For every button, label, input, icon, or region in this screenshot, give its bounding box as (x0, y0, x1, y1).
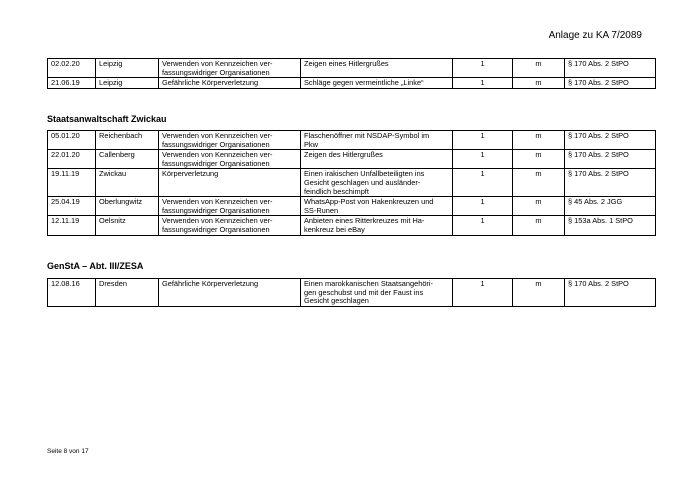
description-cell: Zeigen des Hitlergrußes (301, 150, 453, 169)
document-reference: Anlage zu KA 7/2089 (548, 30, 642, 41)
location-cell: Leipzig (96, 59, 159, 78)
gender-cell: m (513, 197, 565, 216)
gender-cell: m (513, 59, 565, 78)
table-row (48, 279, 656, 307)
description-cell: Flaschenöffner mit NSDAP-Symbol im Pkw (301, 131, 453, 150)
location-cell: Leipzig (96, 78, 159, 89)
date-cell: 22.01.20 (48, 150, 96, 169)
date-cell: 02.02.20 (48, 59, 96, 78)
location-cell: Dresden (96, 279, 159, 307)
case-table-zwickau (47, 130, 656, 236)
disposition-cell: § 170 Abs. 2 StPO (565, 131, 656, 150)
count-cell: 1 (453, 197, 513, 216)
table-row (48, 197, 656, 216)
count-cell: 1 (453, 78, 513, 89)
disposition-cell: § 153a Abs. 1 StPO (565, 216, 656, 235)
location-cell: Callenberg (96, 150, 159, 169)
disposition-cell: § 170 Abs. 2 StPO (565, 279, 656, 307)
location-cell: Reichenbach (96, 131, 159, 150)
page-number: Seite 8 von 17 (47, 448, 89, 455)
date-cell: 25.04.19 (48, 197, 96, 216)
location-cell: Oberlungwitz (96, 197, 159, 216)
disposition-cell: § 170 Abs. 2 StPO (565, 150, 656, 169)
count-cell: 1 (453, 59, 513, 78)
offense-cell: Verwenden von Kennzeichen ver- fassungswidriger Organisationen (159, 131, 301, 150)
count-cell: 1 (453, 169, 513, 197)
location-cell: Oelsnitz (96, 216, 159, 235)
gender-cell: m (513, 279, 565, 307)
description-cell: Einen marokkanischen Staatsangehöri- gen geschubst und mit der Faust ins Gesicht geschlagen (301, 279, 453, 307)
disposition-cell: § 45 Abs. 2 JGG (565, 197, 656, 216)
date-cell: 12.11.19 (48, 216, 96, 235)
description-cell: Einen irakischen Unfallbeteiligten ins Gesicht geschlagen und ausländer- feindlich beschimpft (301, 169, 453, 197)
disposition-cell: § 170 Abs. 2 StPO (565, 78, 656, 89)
description-cell: Anbieten eines Ritterkreuzes mit Ha- kenkreuz bei eBay (301, 216, 453, 235)
count-cell: 1 (453, 131, 513, 150)
gender-cell: m (513, 78, 565, 89)
offense-cell: Verwenden von Kennzeichen ver- fassungswidriger Organisationen (159, 197, 301, 216)
description-cell: Zeigen eines Hitlergrußes (301, 59, 453, 78)
location-cell: Zwickau (96, 169, 159, 197)
gender-cell: m (513, 216, 565, 235)
gender-cell: m (513, 131, 565, 150)
offense-cell: Verwenden von Kennzeichen ver- fassungswidriger Organisationen (159, 150, 301, 169)
count-cell: 1 (453, 150, 513, 169)
count-cell: 1 (453, 216, 513, 235)
table-row (48, 131, 656, 150)
disposition-cell: § 170 Abs. 2 StPO (565, 59, 656, 78)
gender-cell: m (513, 169, 565, 197)
offense-cell: Gefährliche Körperverletzung (159, 279, 301, 307)
section-title-genstA: GenStA – Abt. III/ZESA (47, 261, 144, 271)
description-cell: Schläge gegen vermeintliche „Linke“ (301, 78, 453, 89)
case-table-leipzig (47, 58, 656, 89)
table-row (48, 150, 656, 169)
date-cell: 12.08.16 (48, 279, 96, 307)
table-row (48, 78, 656, 89)
section-title-zwickau: Staatsanwaltschaft Zwickau (47, 114, 167, 124)
table-row (48, 59, 656, 78)
offense-cell: Verwenden von Kennzeichen ver- fassungswidriger Organisationen (159, 216, 301, 235)
date-cell: 05.01.20 (48, 131, 96, 150)
gender-cell: m (513, 150, 565, 169)
case-table-genstA (47, 278, 656, 307)
count-cell: 1 (453, 279, 513, 307)
disposition-cell: § 170 Abs. 2 StPO (565, 169, 656, 197)
date-cell: 21.06.19 (48, 78, 96, 89)
date-cell: 19.11.19 (48, 169, 96, 197)
offense-cell: Körperverletzung (159, 169, 301, 197)
offense-cell: Verwenden von Kennzeichen ver- fassungswidriger Organisationen (159, 59, 301, 78)
table-row (48, 169, 656, 197)
table-row (48, 216, 656, 235)
description-cell: WhatsApp-Post von Hakenkreuzen und SS-Runen (301, 197, 453, 216)
offense-cell: Gefährliche Körperverletzung (159, 78, 301, 89)
